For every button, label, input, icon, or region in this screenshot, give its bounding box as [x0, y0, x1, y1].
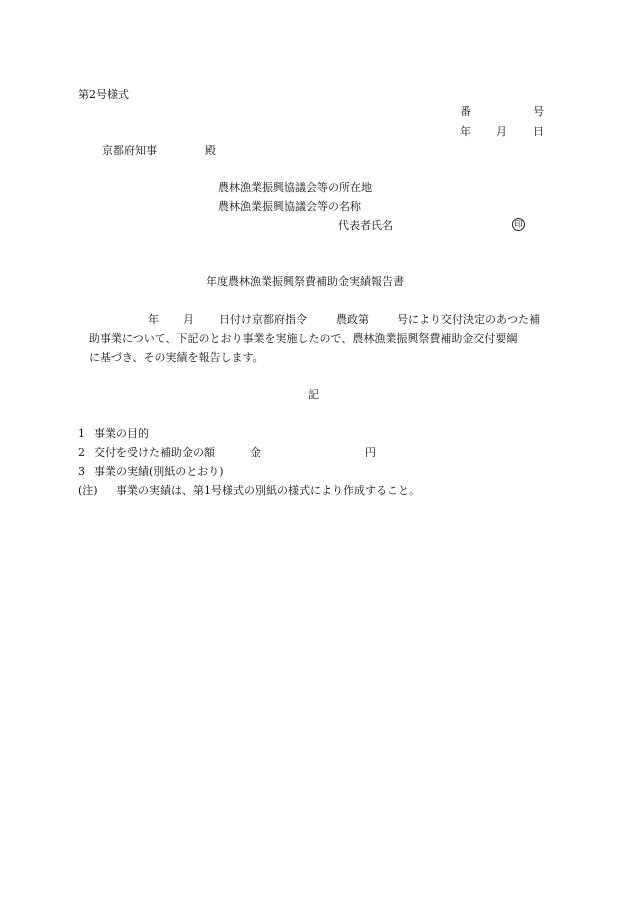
addressee-name: 京都府知事 — [102, 144, 157, 157]
note-text: 事業の実績は、第1号様式の別紙の様式により作成すること。 — [116, 484, 420, 497]
item-2-kin: 金 — [250, 446, 261, 459]
representative-label: 代表者氏名 — [338, 219, 393, 232]
number-suffix: 号 — [533, 105, 544, 118]
body-day-ref: 日付け京都府指令 — [219, 313, 307, 326]
item-2-text: 交付を受けた補助金の額 — [94, 446, 215, 459]
applicant-name-label: 農林漁業振興協議会等の名称 — [218, 200, 361, 213]
body-year: 年 — [148, 313, 159, 326]
item-3-number: 3 — [78, 465, 85, 478]
date-day: 日 — [533, 125, 544, 138]
addressee-honorific: 殿 — [205, 144, 216, 157]
item-2-yen: 円 — [365, 446, 376, 459]
body-month: 月 — [183, 313, 194, 326]
number-label: 番 — [460, 105, 471, 118]
ki-heading: 記 — [308, 388, 319, 401]
form-number: 第2号様式 — [78, 88, 129, 101]
date-month: 月 — [496, 125, 507, 138]
body-dept: 農政第 — [336, 313, 369, 326]
item-1-number: 1 — [78, 427, 85, 440]
body-line-3: に基づき、その実績を報告します。 — [89, 351, 264, 364]
seal-mark: 印 — [512, 218, 525, 231]
applicant-address-label: 農林漁業振興協議会等の所在地 — [218, 181, 372, 194]
date-year: 年 — [460, 125, 471, 138]
body-line-2: 助事業について、下記のとおり事業を実施したので、農林漁業振興祭費補助金交付要綱 — [89, 332, 518, 345]
document-title: 年度農林漁業振興祭費補助金実績報告書 — [206, 275, 404, 288]
item-2-number: 2 — [78, 446, 85, 459]
item-3-text: 事業の実績(別紙のとおり) — [94, 465, 224, 478]
body-rest: 号により交付決定のあつた補 — [397, 313, 540, 326]
item-1-text: 事業の目的 — [94, 427, 149, 440]
note-label: (注) — [78, 484, 98, 497]
